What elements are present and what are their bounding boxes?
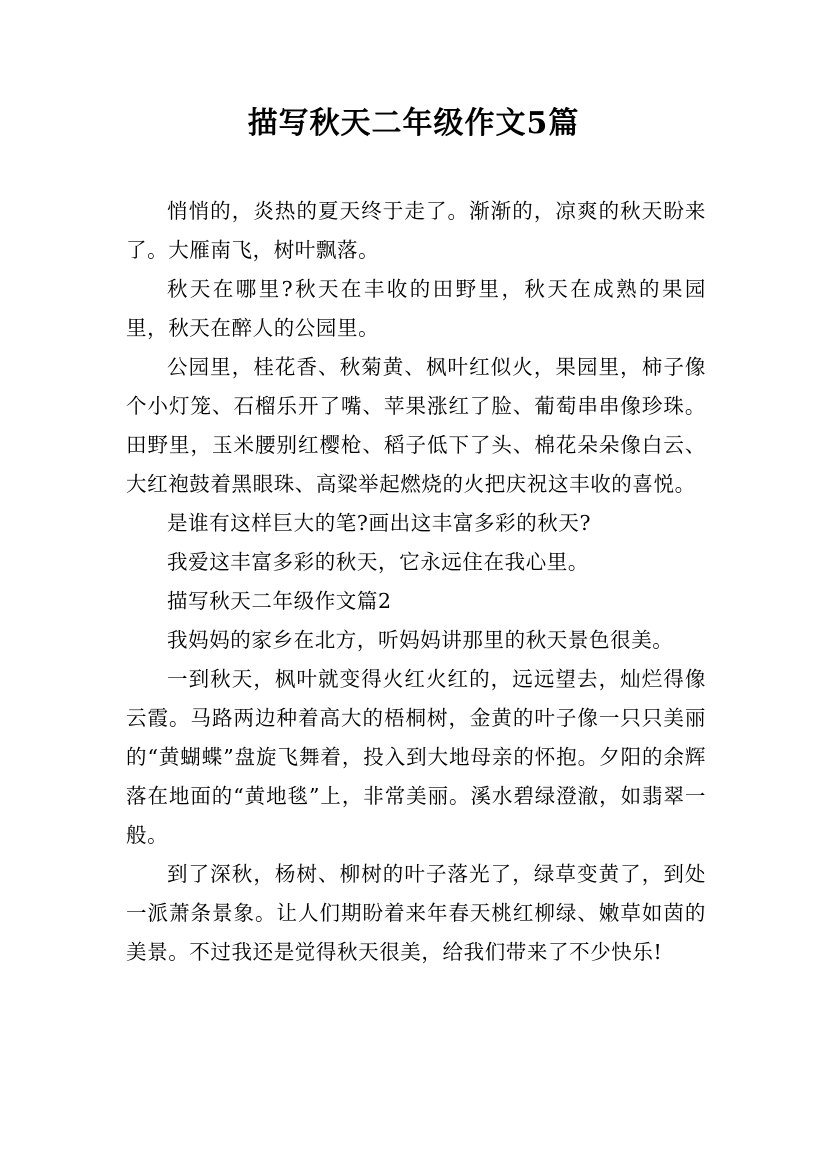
- paragraph: 是谁有这样巨大的笔?画出这丰富多彩的秋天?: [167, 511, 592, 535]
- paragraph: 悄悄的，炎热的夏天终于走了。渐渐的，凉爽的秋天盼来了。大雁南飞，树叶飘落。: [126, 199, 706, 262]
- paragraph: 秋天在哪里?秋天在丰收的田野里，秋天在成熟的果园里，秋天在醉人的公园里。: [126, 277, 706, 340]
- paragraph: 公园里，桂花香、秋菊黄、枫叶红似火，果园里，柿子像个小灯笼、石榴乐开了嘴、苹果涨红了脸、葡萄串串像珍珠。田野里，玉米腰别红樱枪、稻子低下了头、棉花朵朵像白云、大红袍鼓着黑眼珠、高粱举起燃烧的火把庆祝这丰收的喜悦。: [126, 355, 706, 496]
- paragraph: 到了深秋，杨树、柳树的叶子落光了，绿草变黄了，到处一派萧条景象。让人们期盼着来年春天桃红柳绿、嫩草如茵的美景。不过我还是觉得秋天很美，给我们带来了不少快乐!: [126, 862, 706, 964]
- document-body: [126, 192, 706, 972]
- section-heading: 描写秋天二年级作文篇2: [167, 589, 392, 613]
- paragraph: 我妈妈的家乡在北方，听妈妈讲那里的秋天景色很美。: [167, 628, 674, 652]
- paragraph: 一到秋天，枫叶就变得火红火红的，远远望去，灿烂得像云霞。马路两边种着高大的梧桐树，金黄的叶子像一只只美丽的“黄蝴蝶”盘旋飞舞着，投入到大地母亲的怀抱。夕阳的余辉落在地面的“黄地毯”上，非常美丽。溪水碧绿澄澈，如翡翠一般。: [126, 667, 706, 847]
- document-title: 描写秋天二年级作文5篇: [247, 106, 580, 141]
- paragraph: 我爱这丰富多彩的秋天，它永远住在我心里。: [167, 550, 589, 574]
